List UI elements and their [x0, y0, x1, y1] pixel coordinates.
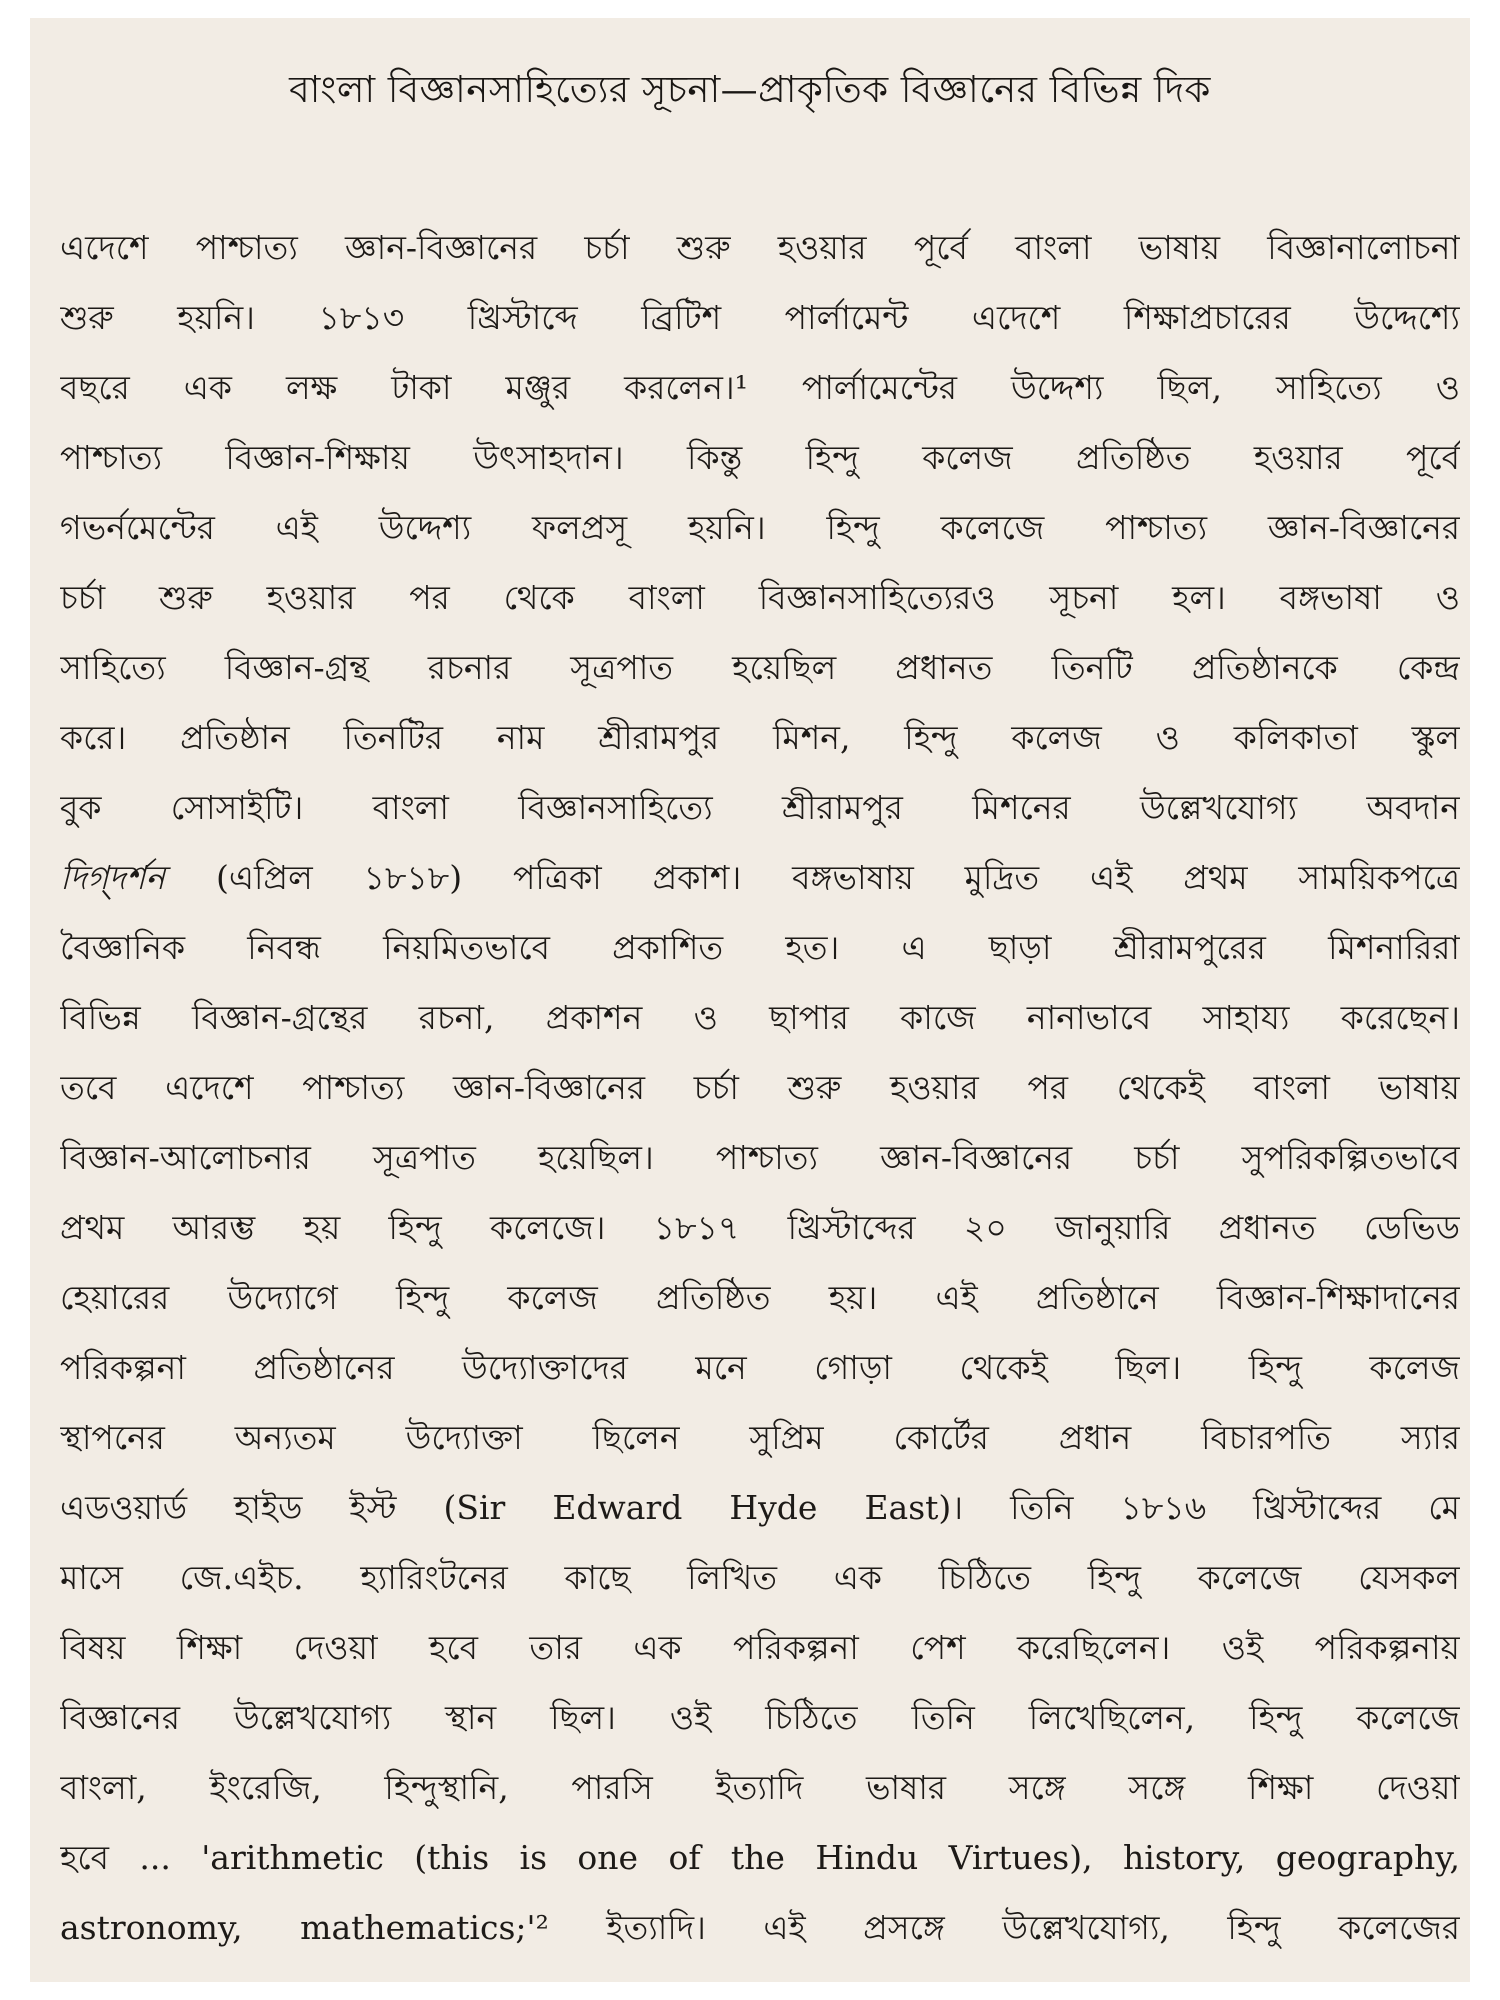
- text-line: সাহিত্যে বিজ্ঞান-গ্রন্থ রচনার সূত্রপাত হয়েছিল প্রধানত তিনটি প্রতিষ্ঠানকে কেন্দ্র: [60, 648, 1460, 687]
- text-line: স্থাপনের অন্যতম উদ্যোক্তা ছিলেন সুপ্রিম কোর্টের প্রধান বিচারপতি স্যার: [60, 1418, 1460, 1457]
- text-line: শুরু হয়নি। ১৮১৩ খ্রিস্টাব্দে ব্রিটিশ পার্লামেন্ট এদেশে শিক্ষাপ্রচারের উদ্দেশ্যে: [60, 298, 1460, 337]
- text-line: এডওয়ার্ড হাইড ইস্ট (Sir Edward Hyde East)। তিনি ১৮১৬ খ্রিস্টাব্দের মে: [60, 1488, 1460, 1527]
- text-line: বিজ্ঞান-আলোচনার সূত্রপাত হয়েছিল। পাশ্চাত্য জ্ঞান-বিজ্ঞানের চর্চা সুপরিকল্পিতভাবে: [60, 1138, 1460, 1177]
- text-line: এদেশে পাশ্চাত্য জ্ঞান-বিজ্ঞানের চর্চা শুরু হওয়ার পূর্বে বাংলা ভাষায় বিজ্ঞানালোচনা: [60, 228, 1460, 267]
- text-line: করে। প্রতিষ্ঠান তিনটির নাম শ্রীরামপুর মিশন, হিন্দু কলেজ ও কলিকাতা স্কুল: [60, 718, 1460, 757]
- text-line: বছরে এক লক্ষ টাকা মঞ্জুর করলেন।¹ পার্লামেন্টের উদ্দেশ্য ছিল, সাহিত্যে ও: [60, 368, 1460, 407]
- text-line: চর্চা শুরু হওয়ার পর থেকে বাংলা বিজ্ঞানসাহিত্যেরও সূচনা হল। বঙ্গভাষা ও: [60, 578, 1460, 617]
- text-line: হেয়ারের উদ্যোগে হিন্দু কলেজ প্রতিষ্ঠিত হয়। এই প্রতিষ্ঠানে বিজ্ঞান-শিক্ষাদানের: [60, 1278, 1460, 1317]
- text-line: মাসে জে.এইচ. হ্যারিংটনের কাছে লিখিত এক চিঠিতে হিন্দু কলেজে যেসকল: [60, 1558, 1460, 1597]
- text-line: বিষয় শিক্ষা দেওয়া হবে তার এক পরিকল্পনা পেশ করেছিলেন। ওই পরিকল্পনায়: [60, 1628, 1460, 1667]
- text-line: পরিকল্পনা প্রতিষ্ঠানের উদ্যোক্তাদের মনে গোড়া থেকেই ছিল। হিন্দু কলেজ: [60, 1348, 1460, 1387]
- text-line: গভর্নমেন্টের এই উদ্দেশ্য ফলপ্রসূ হয়নি। হিন্দু কলেজে পাশ্চাত্য জ্ঞান-বিজ্ঞানের: [60, 508, 1460, 547]
- running-header: বাংলা বিজ্ঞানসাহিত্যের সূচনা—প্রাকৃতিক বিজ্ঞানের বিভিন্ন দিক: [289, 68, 1211, 111]
- body-paragraph: [60, 213, 1460, 1963]
- text-line: বৈজ্ঞানিক নিবন্ধ নিয়মিতভাবে প্রকাশিত হত। এ ছাড়া শ্রীরামপুরের মিশনারিরা: [60, 928, 1460, 967]
- text-line-continuation: (এপ্রিল ১৮১৮) পত্রিকা প্রকাশ। বঙ্গভাষায় মুদ্রিত এই প্রথম সাময়িকপত্রে: [165, 858, 1460, 897]
- text-line: পাশ্চাত্য বিজ্ঞান-শিক্ষায় উৎসাহদান। কিন্তু হিন্দু কলেজ প্রতিষ্ঠিত হওয়ার পূর্বে: [60, 438, 1460, 477]
- text-line: তবে এদেশে পাশ্চাত্য জ্ঞান-বিজ্ঞানের চর্চা শুরু হওয়ার পর থেকেই বাংলা ভাষায়: [60, 1068, 1460, 1107]
- text-line: বাংলা, ইংরেজি, হিন্দুস্থানি, পারসি ইত্যাদি ভাষার সঙ্গে সঙ্গে শিক্ষা দেওয়া: [60, 1768, 1460, 1807]
- book-page: [30, 18, 1470, 1982]
- text-line: প্রথম আরম্ভ হয় হিন্দু কলেজে। ১৮১৭ খ্রিস্টাব্দের ২০ জানুয়ারি প্রধানত ডেভিড: [60, 1208, 1460, 1247]
- text-line: [60, 843, 1460, 913]
- journal-title-italic: দিগ্‌দর্শন: [60, 858, 166, 897]
- text-line: বিভিন্ন বিজ্ঞান-গ্রন্থের রচনা, প্রকাশন ও ছাপার কাজে নানাভাবে সাহায্য করেছেন।: [60, 998, 1460, 1037]
- text-line: বুক সোসাইটি। বাংলা বিজ্ঞানসাহিত্যে শ্রীরামপুর মিশনের উল্লেখযোগ্য অবদান: [60, 788, 1460, 827]
- text-line: astronomy, mathematics;'² ইত্যাদি। এই প্রসঙ্গে উল্লেখযোগ্য, হিন্দু কলেজের: [60, 1908, 1460, 1947]
- text-line: বিজ্ঞানের উল্লেখযোগ্য স্থান ছিল। ওই চিঠিতে তিনি লিখেছিলেন, হিন্দু কলেজে: [60, 1698, 1460, 1737]
- text-line: হবে ... 'arithmetic (this is one of the Hindu Virtues), history, geography,: [60, 1838, 1460, 1877]
